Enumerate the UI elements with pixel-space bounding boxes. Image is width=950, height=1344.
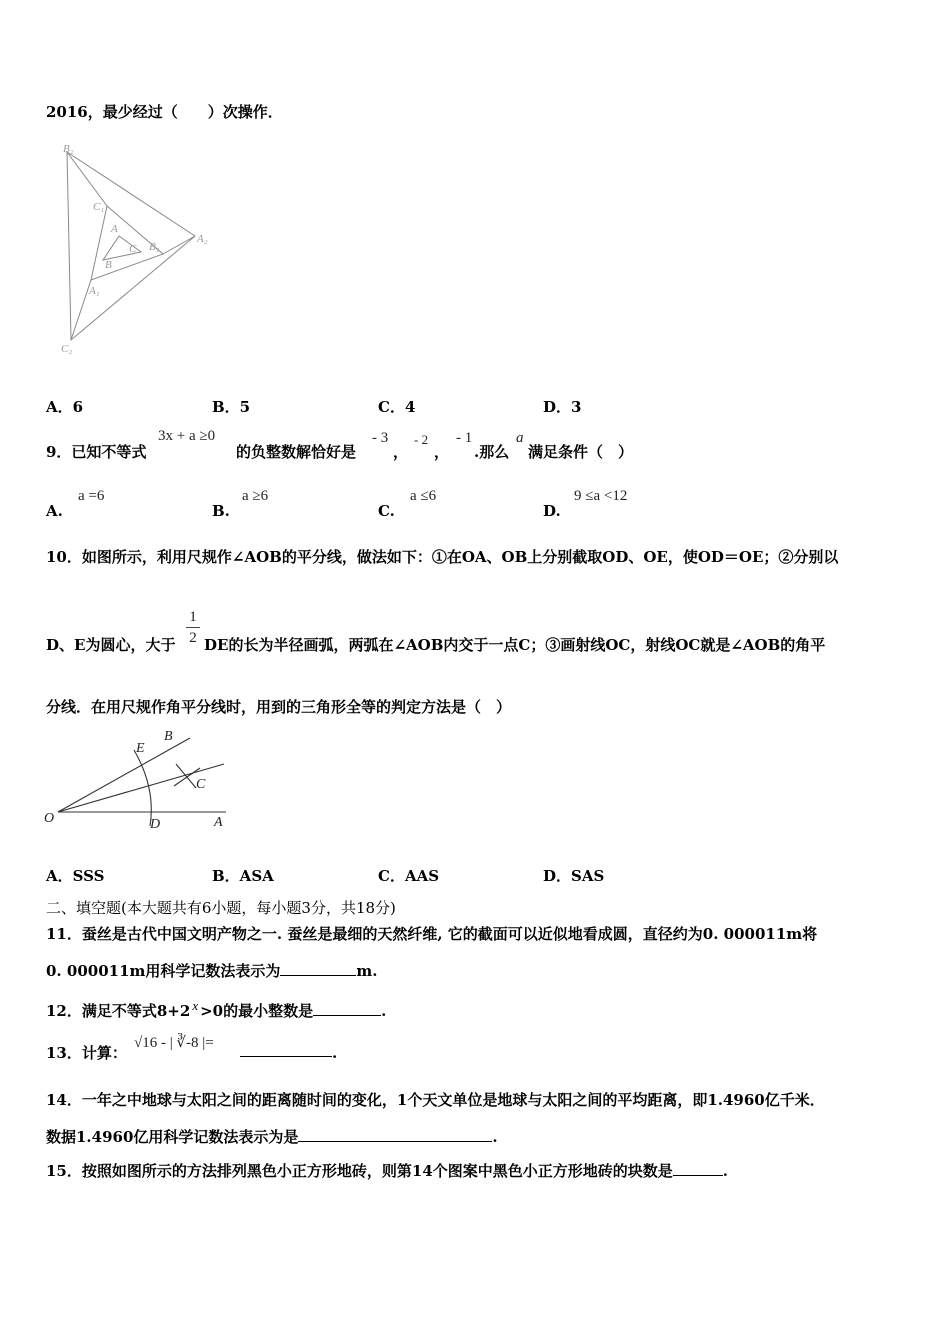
q15-answer-blank[interactable]	[673, 1161, 723, 1176]
label-A2: A₂	[197, 233, 208, 245]
q13-end: .	[332, 1044, 338, 1062]
q12-line	[46, 996, 386, 1021]
q10-line-3: 分线．在用尺规作角平分线时，用到的三角形全等的判定方法是（ ）	[46, 698, 512, 716]
q9-option-a-letter[interactable]: A.	[46, 502, 63, 520]
q8-triangle-figure	[55, 140, 225, 360]
q12-answer-blank[interactable]	[313, 1001, 381, 1016]
label-C1: C₁	[93, 201, 105, 213]
q8-stem-tail: 2016，最少经过（ ）次操作．	[46, 103, 283, 121]
q10-line-2-pre: D、E为圆心，大于	[46, 636, 176, 654]
fraction-numerator: 1	[189, 609, 197, 625]
label-C: C	[196, 777, 206, 792]
fraction-denominator: 2	[189, 630, 197, 646]
q15-text: 15．按照如图所示的方法排列黑色小正方形地砖，则第14个图案中黑色小正方形地砖的块数是	[46, 1162, 673, 1180]
q9-tail-2: 满足条件（ ）	[528, 443, 634, 461]
label-D: D	[150, 817, 161, 832]
q9-tail-1: .那么	[474, 443, 510, 461]
label-C: C	[129, 243, 137, 255]
label-O: O	[44, 811, 55, 826]
q9-comma-2: ，	[434, 443, 450, 461]
q10-angle-bisector-figure	[40, 724, 240, 836]
q12-post: >0的最小整数是	[200, 1002, 314, 1020]
label-A: A	[111, 223, 118, 235]
q10-fraction	[186, 608, 200, 647]
label-B: B	[164, 729, 173, 744]
q9-variable-a: a	[516, 430, 524, 446]
label-B2: B₂	[63, 143, 74, 155]
q11-answer-blank[interactable]	[280, 961, 356, 976]
q9-solution-3: - 1	[456, 430, 473, 446]
q10-line-2-post: DE的长为半径画弧，两弧在∠AOB内交于一点C；③画射线OC，射线OC就是∠AOB的角平	[204, 636, 826, 654]
q15-end: .	[722, 1162, 728, 1180]
label-C2: C₂	[61, 343, 73, 355]
q9-prefix: 9．已知不等式	[46, 443, 147, 461]
q14-line-2-pre: 数据1.4960亿用科学记数法表示为是	[46, 1128, 299, 1146]
q9-mid: 的负整数解恰好是	[236, 443, 357, 461]
label-B1: B₁	[149, 241, 160, 253]
q14-line-1: 14．一年之中地球与太阳之间的距离随时间的变化，1个天文单位是地球与太阳之间的平均距离，即1.4960亿千米．	[46, 1091, 825, 1109]
q8-option-a[interactable]: A．6	[46, 398, 84, 416]
q13-prefix: 13．计算：	[46, 1044, 127, 1062]
q8-option-d[interactable]: D．3	[543, 398, 582, 416]
label-E: E	[136, 741, 145, 756]
section-2-heading: 二、填空题(本大题共有6小题，每小题3分，共18分)	[46, 899, 396, 917]
q12-pre: 12．满足不等式8+2	[46, 1002, 191, 1020]
q9-option-b-math: a ≥6	[242, 488, 269, 504]
q9-option-d-letter[interactable]: D.	[543, 502, 561, 520]
q9-option-c-math: a ≤6	[410, 488, 437, 504]
q9-option-d-math: 9 ≤a <12	[574, 488, 628, 504]
q9-option-b-letter[interactable]: B.	[212, 502, 230, 520]
q12-end: .	[381, 1002, 387, 1020]
q9-solution-1: - 3	[372, 430, 389, 446]
q8-option-b[interactable]: B．5	[212, 398, 251, 416]
q10-option-b[interactable]: B．ASA	[212, 867, 274, 885]
q9-option-a-math: a =6	[78, 488, 105, 504]
q14-answer-blank[interactable]	[298, 1127, 492, 1142]
q14-end: .	[492, 1128, 498, 1146]
label-A1: A₁	[89, 285, 100, 297]
q10-option-c[interactable]: C．AAS	[378, 867, 440, 885]
q10-option-a[interactable]: A．SSS	[46, 867, 105, 885]
q8-option-c[interactable]: C．4	[378, 398, 416, 416]
q9-comma-1: ，	[393, 443, 409, 461]
q11-line-2-post: m.	[356, 962, 378, 980]
label-A: A	[214, 815, 223, 830]
q14-line-2	[46, 1127, 498, 1147]
q9-option-c-letter[interactable]: C.	[378, 502, 395, 520]
q10-option-d[interactable]: D．SAS	[543, 867, 605, 885]
q10-line-1: 10．如图所示，利用尺规作∠AOB的平分线，做法如下：①在OA、OB上分别截取OD、OE，使OD＝OE；②分别以	[46, 548, 839, 566]
q13-expression: √16 - | ∛-8 |=	[134, 1035, 214, 1051]
q13-answer-blank[interactable]	[240, 1042, 332, 1057]
q9-inequality: 3x + a ≥0	[158, 428, 216, 444]
label-B: B	[105, 259, 112, 271]
q9-solution-2: - 2	[414, 432, 429, 447]
q11-line-2	[46, 961, 377, 981]
q11-line-1: 11．蚕丝是古代中国文明产物之一. 蚕丝是最细的天然纤维, 它的截面可以近似地看成圆，直径约为0. 000011m将	[46, 925, 818, 943]
q12-variable-x: x	[192, 998, 199, 1013]
q11-line-2-pre: 0. 000011m用科学记数法表示为	[46, 962, 281, 980]
q15-line	[46, 1161, 728, 1181]
